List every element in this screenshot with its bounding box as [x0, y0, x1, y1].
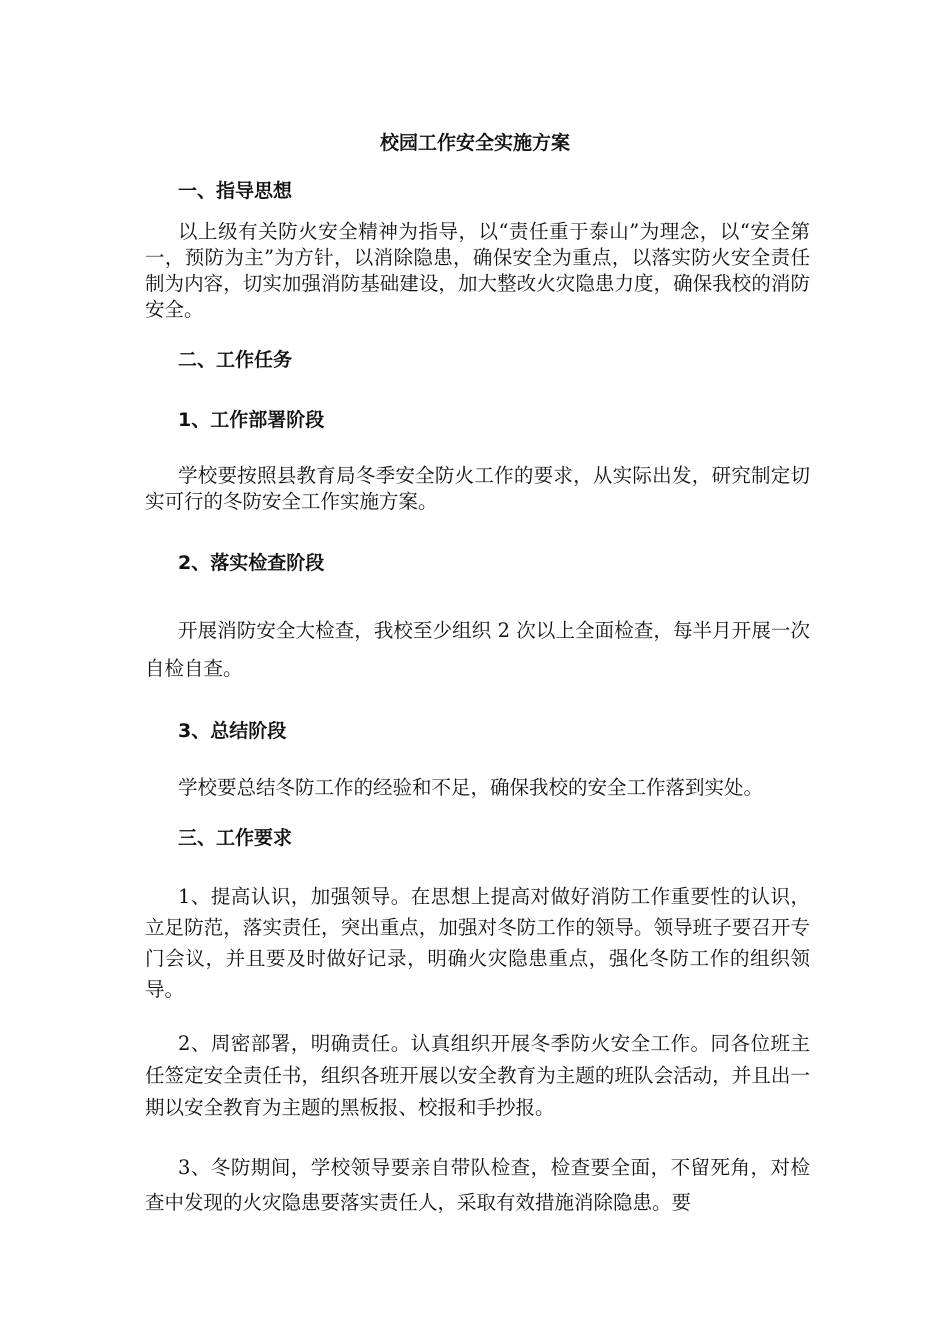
heading-inspection-stage: 2、落实检查阶段: [178, 552, 325, 574]
paragraph-deployment-stage: 学校要按照县教育局冬季安全防火工作的要求，从实际出发，研究制定切实可行的冬防安全工作实施方案。: [145, 464, 810, 513]
paragraph-inspection-stage: 开展消防安全大检查，我校至少组织 2 次以上全面检查，每半月开展一次自检自查。: [145, 619, 810, 680]
heading-work-tasks: 二、工作任务: [178, 349, 293, 371]
heading-deployment-stage: 1、工作部署阶段: [178, 409, 325, 431]
paragraph-requirement-2: 2、周密部署，明确责任。认真组织开展冬季防火安全工作。同各位班主任签定安全责任书，组织各班开展以安全教育为主题的班队会活动，并且出一期以安全教育为主题的黑板报、校报和手抄报。: [145, 1032, 810, 1119]
heading-guiding-ideology: 一、指导思想: [178, 180, 293, 202]
paragraph-requirement-3: 3、冬防期间，学校领导要亲自带队检查，检查要全面，不留死角，对检查中发现的火灾隐患要落实责任人，采取有效措施消除隐患。要: [145, 1156, 810, 1214]
heading-work-requirements: 三、工作要求: [178, 827, 293, 849]
paragraph-guiding-ideology: 以上级有关防火安全精神为指导，以“责任重于泰山”为理念，以“安全第一，预防为主”为方针，以消除隐患，确保安全为重点，以落实防火安全责任制为内容，切实加强消防基础建设，加大整改火灾隐患力度，确保我校的消防安全。: [145, 220, 810, 321]
heading-summary-stage: 3、总结阶段: [178, 720, 287, 742]
document-title: 校园工作安全实施方案: [379, 132, 570, 154]
paragraph-summary-stage: 学校要总结冬防工作的经验和不足，确保我校的安全工作落到实处。: [178, 776, 764, 799]
paragraph-requirement-1: 1、提高认识，加强领导。在思想上提高对做好消防工作重要性的认识，立足防范，落实责任，突出重点，加强对冬防工作的领导。领导班子要召开专门会议，并且要及时做好记录，明确火灾隐患重点，强化冬防工作的组织领导。: [145, 885, 810, 1001]
